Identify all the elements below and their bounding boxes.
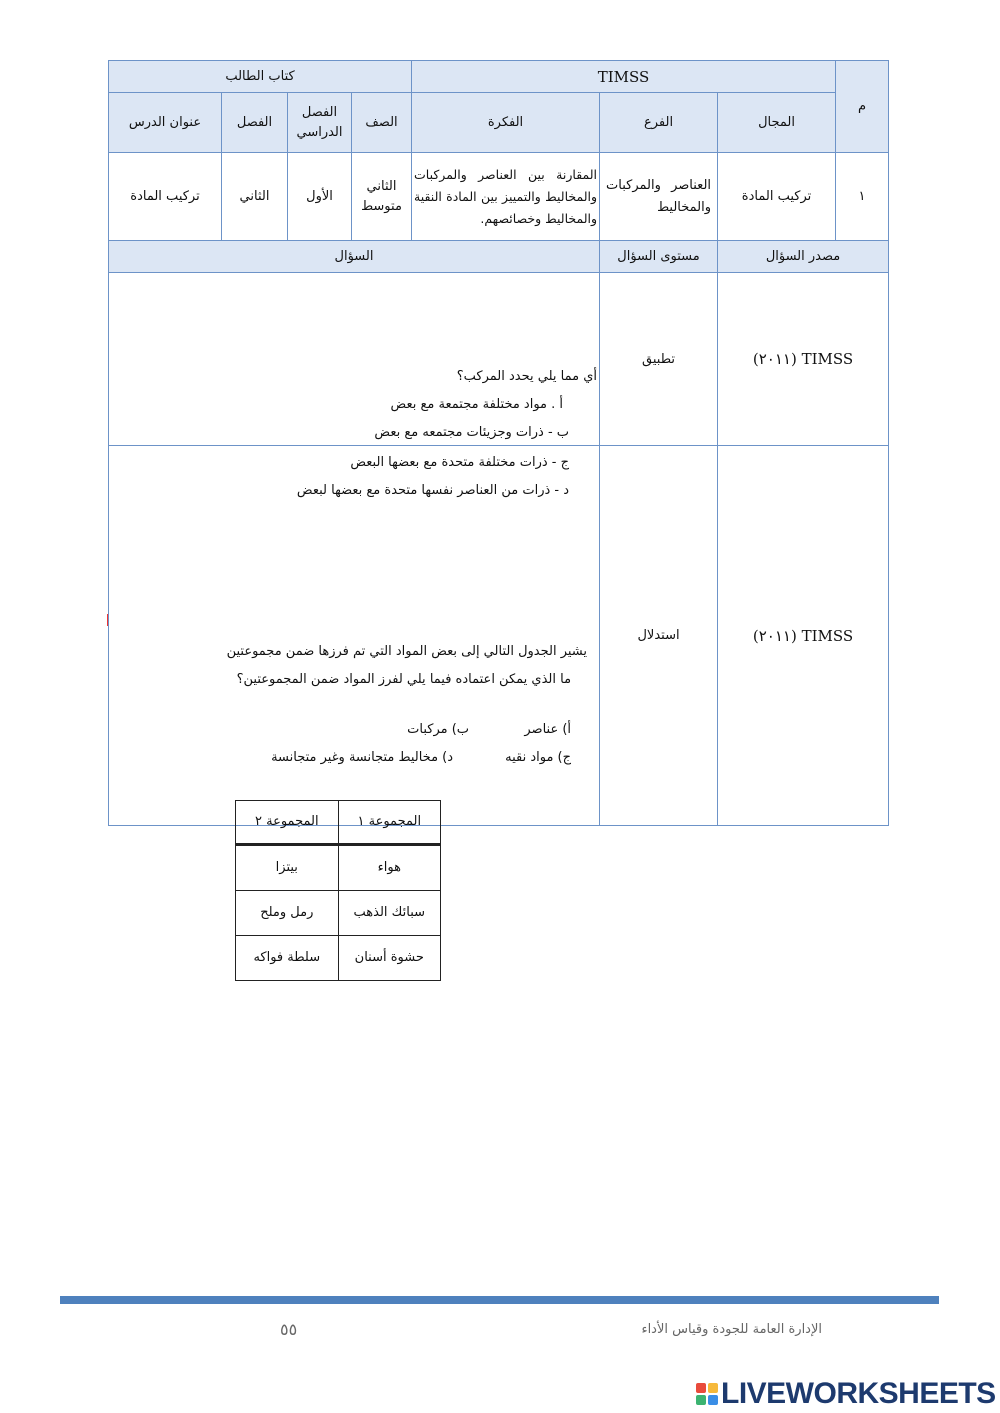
- domain-header: المجال: [718, 93, 836, 153]
- footer-org: الإدارة العامة للجودة وقياس الأداء: [641, 1322, 822, 1337]
- chapter-value: الثاني: [222, 153, 288, 241]
- q2-stem-2: ما الذي يمكن اعتماده فيما يلي لفرز المواد ضمن المجموعتين؟: [236, 671, 572, 687]
- group-1-header: المجموعة ١: [338, 800, 441, 844]
- domain-value: تركيب المادة: [718, 153, 836, 241]
- branch-value: العناصر والمركبات والمخاليط: [600, 153, 718, 241]
- q1-source: TIMSS (٢٠١١): [718, 273, 889, 446]
- q2-stem-1: يشير الجدول التالي إلى بعض المواد التي تم فرزها ضمن مجموعتين: [226, 643, 588, 659]
- table-cell: رمل وملح: [236, 890, 339, 935]
- lesson-title-header: عنوان الدرس: [109, 93, 222, 153]
- grade-header: الصف: [352, 93, 412, 153]
- q1-stem: أي مما يلي يحدد المركب؟: [456, 369, 598, 384]
- brand-blocks-icon: [696, 1383, 718, 1405]
- table-cell: حشوة أسنان: [338, 935, 441, 980]
- q2-option-a: أ) عناصر: [524, 721, 572, 737]
- q2-option-d: د) مخاليط متجانسة وغير متجانسة: [271, 749, 454, 765]
- question-header: السؤال: [109, 241, 600, 273]
- semester-value: الأول: [288, 153, 352, 241]
- student-book-header: كتاب الطالب: [109, 61, 412, 93]
- q1-option-c: ج - ذرات مختلفة متحدة مع بعضها البعض: [350, 455, 570, 470]
- q2-source: TIMSS (٢٠١١): [718, 446, 889, 826]
- grade-value: الثاني متوسط: [352, 153, 412, 241]
- branch-header: الفرع: [600, 93, 718, 153]
- chapter-header: الفصل: [222, 93, 288, 153]
- q1-option-b: ب - ذرات وجزيئات مجتمعه مع بعض: [374, 425, 570, 440]
- group-2-header: المجموعة ٢: [236, 800, 339, 844]
- groups-table: [235, 800, 441, 981]
- q1-body: [109, 273, 600, 498]
- q1-option-d: د - ذرات من العناصر نفسها متحدة مع بعضها لبعض: [296, 483, 570, 498]
- lesson-value: تركيب المادة: [109, 153, 222, 241]
- table-cell: هواء: [338, 844, 441, 890]
- table-cell: سلطة فواكه: [236, 935, 339, 980]
- brand-name: LIVEWORKSHEETS: [721, 1377, 996, 1410]
- table-cell: بيتزا: [236, 844, 339, 890]
- curriculum-table: [108, 60, 889, 965]
- source-header: مصدر السؤال: [718, 241, 889, 273]
- q2-body: [109, 446, 600, 965]
- red-mark: [107, 614, 108, 626]
- page-number: ٥٥: [280, 1320, 298, 1339]
- q1-option-a: أ . مواد مختلفة مجتمعة مع بعض: [390, 397, 564, 412]
- q2-level: استدلال: [600, 446, 718, 826]
- level-header: مستوى السؤال: [600, 241, 718, 273]
- row-number: ١: [836, 153, 889, 241]
- timss-header: TIMSS: [412, 61, 836, 93]
- table-cell: سبائك الذهب: [338, 890, 441, 935]
- q2-option-c: ج) مواد نقيه: [505, 749, 572, 765]
- q1-level: تطبيق: [600, 273, 718, 446]
- col-m-header: م: [836, 61, 889, 153]
- semester-header: الفصل الدراسي: [288, 93, 352, 153]
- liveworksheets-logo[interactable]: [696, 1377, 996, 1411]
- idea-value: المقارنة بين العناصر والمركبات والمخاليط والتمييز بين المادة النقية والمخاليط وخصائصهم.: [412, 153, 600, 241]
- footer-bar: [60, 1296, 939, 1304]
- idea-header: الفكرة: [412, 93, 600, 153]
- q2-option-b: ب) مركبات: [407, 721, 470, 737]
